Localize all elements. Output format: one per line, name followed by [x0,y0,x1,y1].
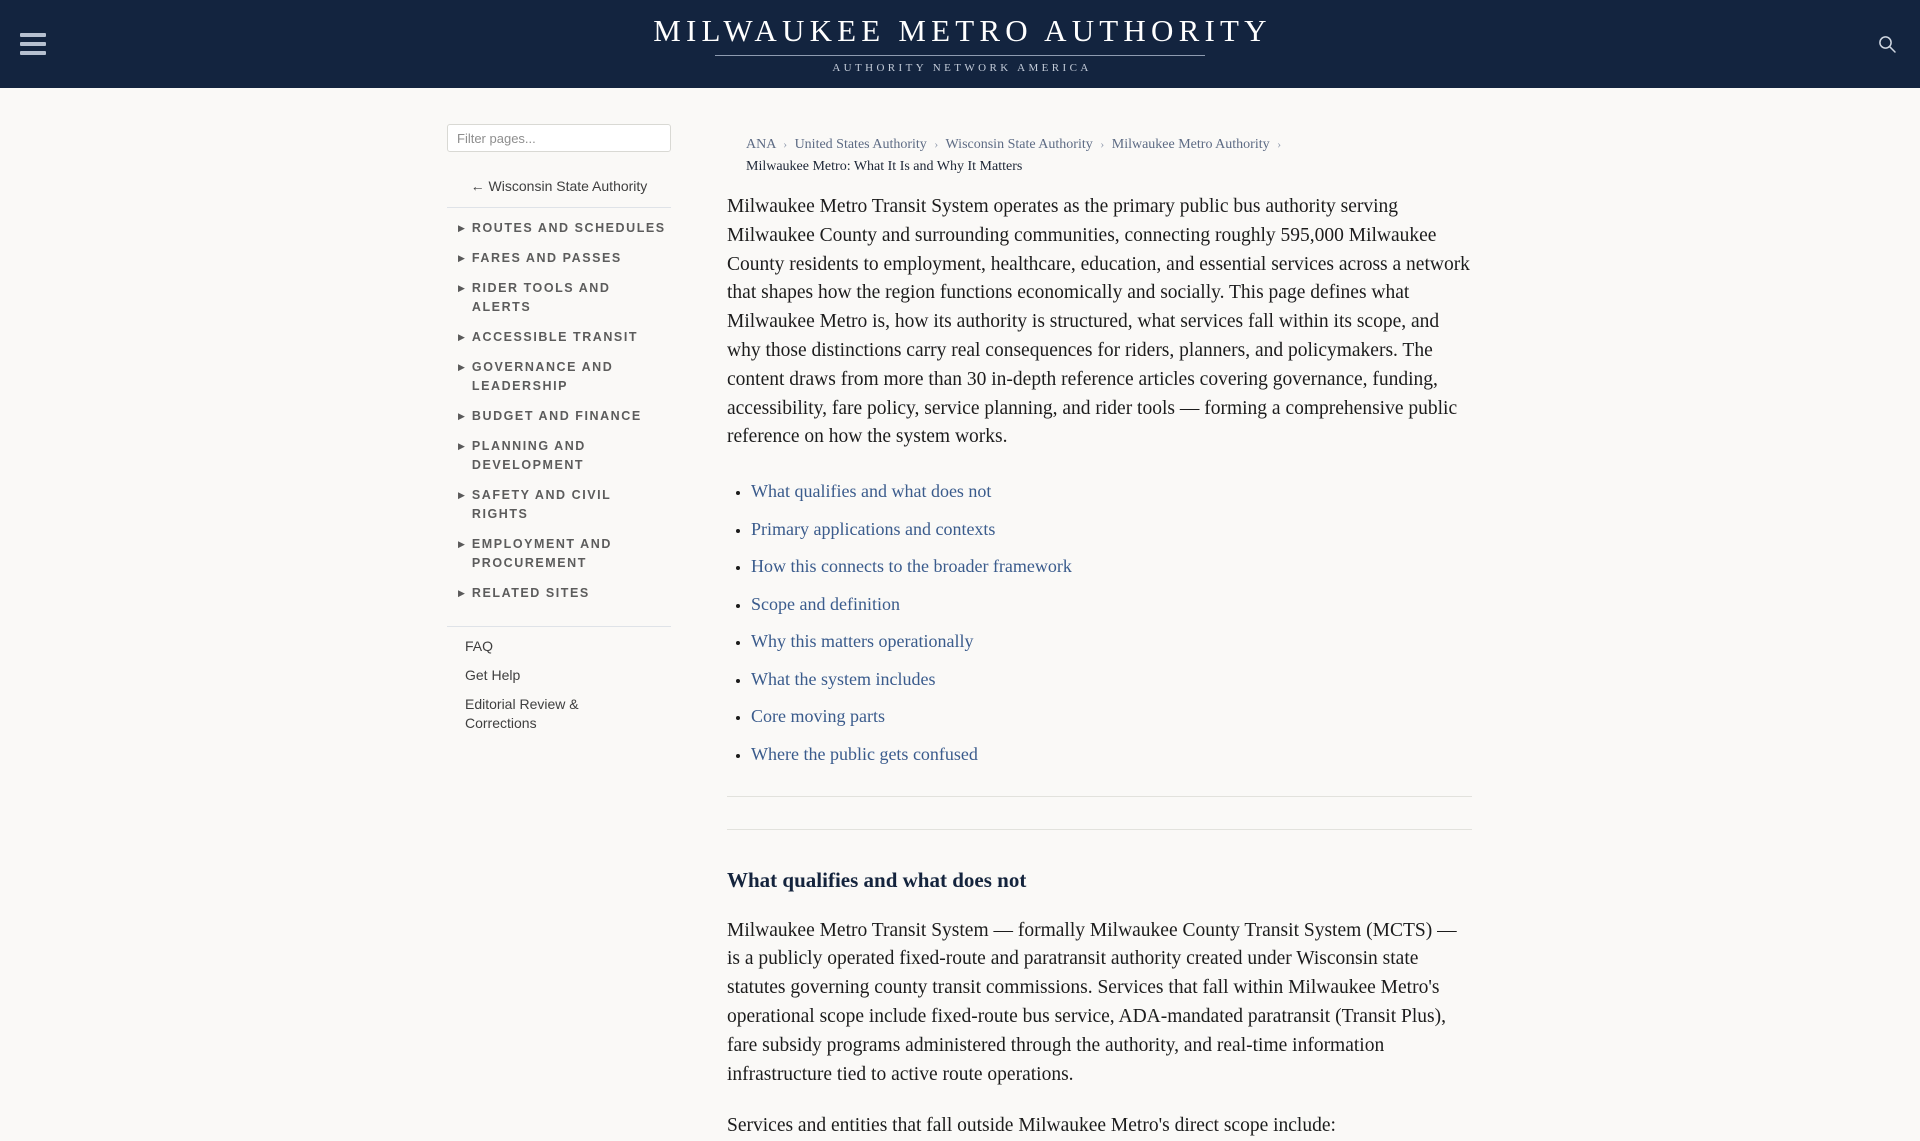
sidebar-link-editorial-review[interactable]: Editorial Review & Corrections [465,696,579,731]
caret-right-icon: ▶ [458,283,465,293]
sidebar-item-label: FARES AND PASSES [471,251,622,265]
page-body [0,88,1920,1141]
filter-pages-input[interactable] [447,124,671,152]
caret-right-icon: ▶ [458,441,465,451]
caret-right-icon: ▶ [458,588,465,598]
site-header [0,0,1920,88]
sidebar-item-employment-and-procurement[interactable] [447,524,671,573]
section-heading: What qualifies and what does not [727,867,1027,892]
sidebar-item-fares-and-passes[interactable] [447,238,671,268]
breadcrumb-item-milwaukee-metro-authority[interactable]: Milwaukee Metro Authority [1111,137,1270,152]
back-to-parent-link[interactable]: ← Wisconsin State Authority [470,178,648,194]
toc-link-primary-applications[interactable]: Primary applications and contexts [751,518,996,539]
sidebar-item-routes-and-schedules[interactable] [447,208,671,238]
sidebar-item-label: PLANNING AND DEVELOPMENT [471,439,586,472]
breadcrumb-separator: › [934,137,939,151]
brand-divider [715,55,1205,56]
section-paragraph: Services and entities that fall outside Milwaukee Metro's direct scope include: [727,1115,1336,1137]
sidebar-item-label: GOVERNANCE AND LEADERSHIP [471,360,614,393]
site-title: MILWAUKEE METRO AUTHORITY [653,12,1272,48]
sidebar-item-planning-and-development[interactable] [447,426,671,475]
hamburger-bar [20,51,46,55]
caret-right-icon: ▶ [458,411,465,421]
sidebar-item-rider-tools-and-alerts[interactable] [447,268,671,317]
sidebar-item-related-sites[interactable] [447,573,671,603]
sidebar [447,124,671,733]
section-paragraph: Milwaukee Metro Transit System — formally Milwaukee County Transit System (MCTS) — is a publicly operated fixed-route and paratransit authority created under Wisconsin state statutes governing county transit commissions. Services that fall within Milwaukee Metro's operational scope include fixed-route bus service, ADA-mandated paratransit (Transit Plus), fare subsidy programs administered through the authority, and real-time information infrastructure tied to active route operations. [727,919,1457,1085]
list-item [751,629,1472,653]
breadcrumb-item-wisconsin-state-authority[interactable]: Wisconsin State Authority [945,137,1093,152]
list-item [447,685,671,733]
sidebar-item-label: RELATED SITES [471,586,590,600]
list-item [751,479,1472,503]
sidebar-item-label: EMPLOYMENT AND PROCUREMENT [471,537,612,570]
caret-right-icon: ▶ [458,223,465,233]
page-title: Milwaukee Metro: What It Is and Why It Matters [746,159,1023,174]
lead-paragraph: Milwaukee Metro Transit System operates as the primary public bus authority serving Milwaukee County and surrounding communities, connecting roughly 595,000 Milwaukee County residents to employment, healthcare, education, and essential services across a network that shapes how the region functions economically and socially. This page defines what Milwaukee Metro is, how its authority is structured, what services fall within its scope, and why those distinctions carry real consequences for riders, planners, and policymakers. The content draws from more than 30 in-depth reference articles covering governance, funding, accessibility, fare policy, service planning, and rider tools — forming a comprehensive public reference on how the system works. [727,196,1470,448]
table-of-contents [727,479,1472,766]
sidebar-item-governance-and-leadership[interactable] [447,347,671,396]
main-content [727,124,1472,1141]
list-item [751,667,1472,691]
toc-link-what-qualifies[interactable]: What qualifies and what does not [751,481,992,502]
search-icon[interactable] [1872,29,1902,59]
site-brand[interactable] [648,12,1272,74]
breadcrumb-separator: › [783,137,788,151]
caret-right-icon: ▶ [458,539,465,549]
section-divider-top [727,796,1472,797]
toc-link-scope-and-definition[interactable]: Scope and definition [751,593,900,614]
toc-link-broader-framework[interactable]: How this connects to the broader framework [751,556,1072,577]
breadcrumb [727,134,1472,155]
hamburger-bar [20,42,46,46]
list-item [447,627,671,656]
list-item [751,517,1472,541]
section-divider-bottom [727,829,1472,830]
sidebar-utility-list [447,627,671,733]
caret-right-icon: ▶ [458,253,465,263]
breadcrumb-separator: › [1100,137,1105,151]
list-item [751,704,1472,728]
sidebar-item-label: SAFETY AND CIVIL RIGHTS [471,488,612,521]
site-subtitle: AUTHORITY NETWORK AMERICA [832,61,1092,74]
breadcrumb-separator: › [1277,137,1282,151]
toc-link-what-system-includes[interactable]: What the system includes [751,668,936,689]
list-item [751,554,1472,578]
hamburger-bar [20,33,46,37]
hamburger-menu-icon[interactable] [16,29,50,59]
caret-right-icon: ▶ [458,490,465,500]
toc-link-public-confusion[interactable]: Where the public gets confused [751,743,978,764]
sidebar-item-safety-and-civil-rights[interactable] [447,475,671,524]
toc-link-why-this-matters[interactable]: Why this matters operationally [751,631,974,652]
breadcrumb-item-ana[interactable]: ANA [746,137,776,152]
sidebar-item-accessible-transit[interactable] [447,317,671,347]
list-item [447,656,671,685]
breadcrumb-item-united-states-authority[interactable]: United States Authority [794,137,927,152]
sidebar-item-budget-and-finance[interactable] [447,396,671,426]
sidebar-nav-list [447,208,671,603]
sidebar-item-label: ROUTES AND SCHEDULES [471,221,666,235]
caret-right-icon: ▶ [458,332,465,342]
sidebar-item-label: ACCESSIBLE TRANSIT [471,330,639,344]
list-item [751,592,1472,616]
sidebar-item-label: RIDER TOOLS AND ALERTS [471,281,611,314]
sidebar-item-label: BUDGET AND FINANCE [471,409,642,423]
toc-link-core-moving-parts[interactable]: Core moving parts [751,706,885,727]
sidebar-link-faq[interactable]: FAQ [465,638,494,654]
list-item [751,742,1472,766]
caret-right-icon: ▶ [458,362,465,372]
sidebar-link-get-help[interactable]: Get Help [465,667,521,683]
